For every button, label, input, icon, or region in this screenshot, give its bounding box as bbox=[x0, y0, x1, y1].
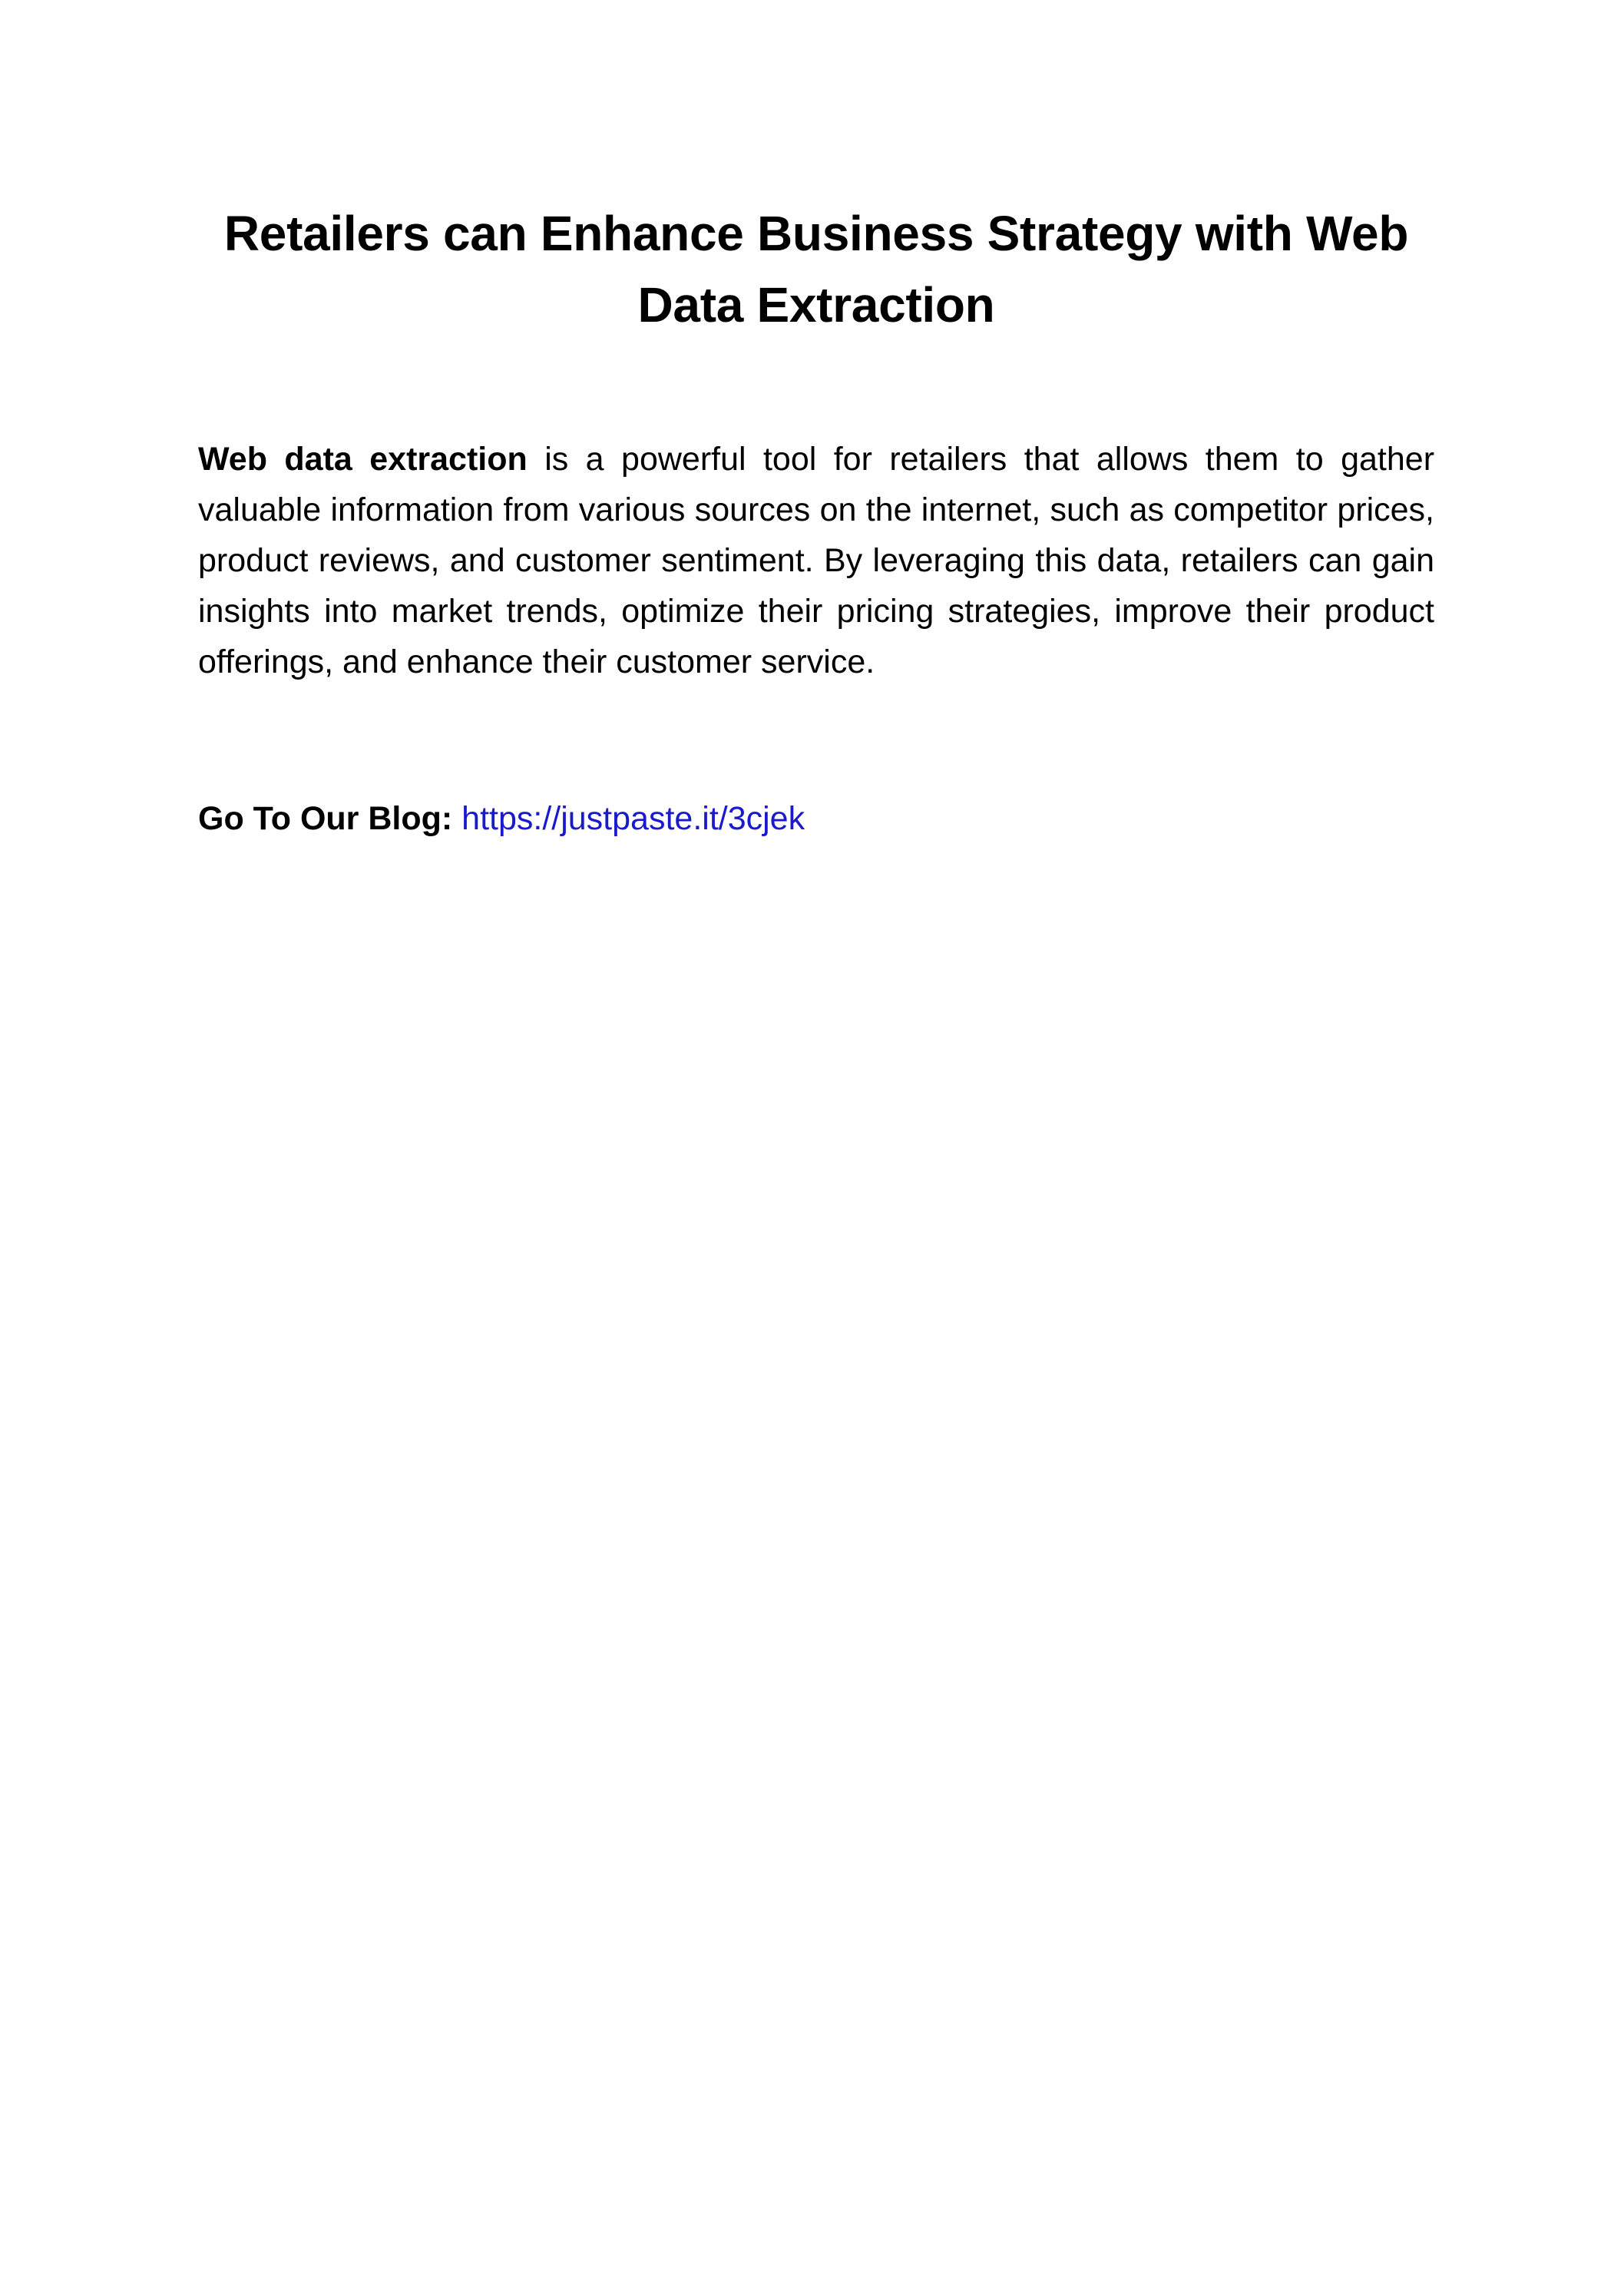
body-paragraph bbox=[198, 434, 1434, 687]
title-line-1: Retailers can Enhance Business Strategy with Web bbox=[223, 206, 1409, 261]
title-line-2: Data Extraction bbox=[637, 277, 995, 332]
document-title bbox=[198, 198, 1434, 341]
blog-link[interactable]: https://justpaste.it/3cjek bbox=[461, 800, 805, 837]
paragraph-lead-bold: Web data extraction bbox=[198, 441, 528, 478]
blog-label: Go To Our Blog: bbox=[198, 800, 453, 837]
blog-line bbox=[198, 793, 1434, 844]
paragraph-text: is a powerful tool for retailers that allows them to gather valuable information from various sources on the internet, such as competitor prices, product reviews, and customer sentiment. By leveraging this data, retailers can gain insights into market trends, optimize their pricing strategies, improve their product offerings, and enhance their customer service. bbox=[198, 441, 1435, 680]
